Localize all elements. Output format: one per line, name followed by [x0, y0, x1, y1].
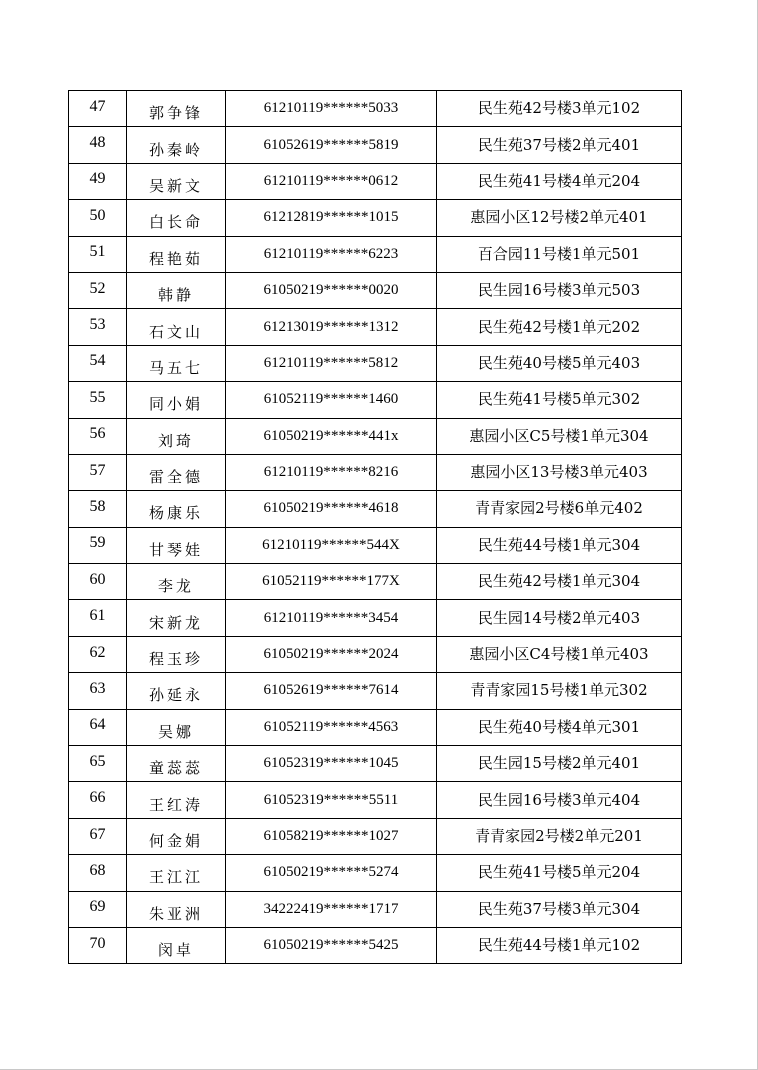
row-number: 48	[89, 134, 106, 152]
table-row	[69, 163, 682, 199]
id-number-cell	[226, 454, 437, 490]
id-number: 61050219******5425	[263, 937, 399, 954]
id-number-cell	[226, 200, 437, 236]
address: 惠园小区13号楼3单元403	[470, 463, 648, 482]
table-row	[69, 636, 682, 672]
id-number-cell	[226, 236, 437, 272]
id-number-cell	[226, 309, 437, 345]
person-name: 石文山	[148, 322, 203, 341]
table-row	[69, 673, 682, 709]
address: 民生苑40号楼4单元301	[477, 717, 641, 736]
person-name: 何金娟	[148, 832, 203, 850]
person-name: 白长命	[148, 213, 203, 232]
person-name-cell	[127, 163, 226, 199]
address-cell	[437, 200, 682, 236]
address-cell	[437, 91, 682, 127]
id-number-cell	[226, 855, 437, 891]
person-name-cell	[127, 382, 226, 418]
id-number-cell	[226, 927, 437, 963]
row-number-cell	[69, 891, 127, 927]
person-name-cell	[127, 200, 226, 236]
person-name-cell	[127, 673, 226, 709]
person-name: 宋新龙	[148, 613, 203, 632]
row-number-cell	[69, 818, 127, 854]
address: 民生苑37号楼3单元304	[477, 899, 641, 918]
row-number: 57	[89, 461, 106, 479]
person-name-cell	[127, 636, 226, 672]
row-number-cell	[69, 91, 127, 127]
person-name: 杨康乐	[148, 504, 203, 523]
person-name: 甘琴娃	[148, 540, 203, 559]
table-row	[69, 527, 682, 563]
person-name: 马五七	[148, 358, 203, 377]
row-number-cell	[69, 200, 127, 236]
row-number: 49	[89, 170, 106, 188]
address: 百合园11号楼1单元501	[477, 244, 641, 263]
id-number-cell	[226, 418, 437, 454]
table-row	[69, 127, 682, 163]
id-number: 61210119******6223	[263, 245, 399, 262]
person-name-cell	[127, 236, 226, 272]
person-name-cell	[127, 418, 226, 454]
address: 青青家园15号楼1单元302	[470, 681, 648, 700]
id-number: 61052319******1045	[263, 755, 399, 772]
table-row	[69, 236, 682, 272]
id-number: 61052319******5511	[263, 791, 399, 808]
person-name-cell	[127, 309, 226, 345]
id-number: 61210119******0612	[263, 172, 399, 189]
row-number-cell	[69, 163, 127, 199]
row-number: 70	[89, 934, 106, 952]
row-number-cell	[69, 272, 127, 308]
person-name: 刘琦	[157, 431, 194, 450]
row-number-cell	[69, 345, 127, 381]
address-cell	[437, 454, 682, 490]
address-cell	[437, 163, 682, 199]
row-number: 64	[89, 716, 106, 734]
table-row	[69, 564, 682, 600]
table-row	[69, 782, 682, 818]
address-cell	[437, 891, 682, 927]
id-number: 61050219******5274	[263, 864, 399, 881]
person-name: 韩静	[157, 286, 194, 305]
row-number: 58	[89, 497, 106, 515]
address: 民生苑44号楼1单元304	[477, 535, 641, 554]
row-number-cell	[69, 564, 127, 600]
person-name: 王江江	[148, 868, 203, 887]
person-name-cell	[127, 746, 226, 782]
person-name-cell	[127, 564, 226, 600]
address-cell	[437, 782, 682, 818]
person-name: 朱亚洲	[148, 904, 203, 923]
address-cell	[437, 236, 682, 272]
row-number-cell	[69, 527, 127, 563]
row-number: 55	[89, 388, 106, 406]
row-number: 65	[89, 752, 106, 770]
address: 青青家园2号楼2单元201	[475, 827, 643, 845]
id-number-cell	[226, 564, 437, 600]
id-number: 61210119******8216	[263, 464, 399, 481]
row-number-cell	[69, 927, 127, 963]
row-number-cell	[69, 309, 127, 345]
person-name-cell	[127, 855, 226, 891]
address: 民生园14号楼2单元403	[477, 608, 641, 627]
row-number-cell	[69, 709, 127, 745]
address-cell	[437, 600, 682, 636]
id-number: 61050219******0020	[263, 282, 399, 299]
person-name-cell	[127, 345, 226, 381]
row-number-cell	[69, 673, 127, 709]
id-number: 61050219******2024	[263, 646, 399, 663]
row-number: 68	[89, 861, 106, 879]
id-number: 61052619******5819	[263, 136, 399, 153]
person-name: 程玉珍	[148, 650, 203, 669]
row-number-cell	[69, 454, 127, 490]
table-row	[69, 746, 682, 782]
row-number-cell	[69, 636, 127, 672]
row-number-cell	[69, 127, 127, 163]
table-row	[69, 345, 682, 381]
row-number-cell	[69, 855, 127, 891]
person-name-cell	[127, 927, 226, 963]
id-number: 61052619******7614	[263, 682, 399, 699]
id-number-cell	[226, 163, 437, 199]
row-number-cell	[69, 746, 127, 782]
address-cell	[437, 673, 682, 709]
address-cell	[437, 272, 682, 308]
id-number: 61210119******5812	[263, 354, 399, 371]
address-cell	[437, 564, 682, 600]
table-row	[69, 891, 682, 927]
address-cell	[437, 382, 682, 418]
person-name-cell	[127, 127, 226, 163]
row-number-cell	[69, 782, 127, 818]
id-number: 61050219******4618	[263, 500, 399, 517]
person-name-cell	[127, 782, 226, 818]
row-number: 59	[89, 534, 106, 552]
id-number-cell	[226, 91, 437, 127]
table-row	[69, 600, 682, 636]
row-number: 67	[89, 825, 106, 843]
table-row	[69, 418, 682, 454]
person-name: 孙延永	[148, 686, 203, 705]
address: 民生苑42号楼3单元102	[477, 99, 641, 118]
row-number: 63	[89, 679, 106, 697]
id-number: 61052119******4563	[263, 718, 399, 735]
table-row	[69, 91, 682, 127]
row-number-cell	[69, 491, 127, 527]
id-number-cell	[226, 382, 437, 418]
person-name: 雷全德	[148, 468, 203, 487]
person-name: 吴新文	[148, 176, 203, 195]
table-row	[69, 709, 682, 745]
address: 民生苑41号楼5单元204	[477, 863, 641, 882]
address-cell	[437, 127, 682, 163]
table-row	[69, 855, 682, 891]
id-number: 61058219******1027	[263, 828, 399, 844]
address: 惠园小区C5号楼1单元304	[469, 426, 649, 445]
table-row	[69, 309, 682, 345]
address: 民生苑41号楼4单元204	[477, 171, 641, 190]
table-row	[69, 200, 682, 236]
id-number: 61052119******177X	[262, 573, 400, 590]
address-cell	[437, 709, 682, 745]
row-number: 53	[89, 316, 106, 334]
id-number: 61210119******3454	[263, 609, 399, 626]
row-number: 69	[89, 898, 106, 916]
address: 民生苑40号楼5单元403	[477, 353, 641, 372]
id-number: 61052119******1460	[263, 391, 399, 408]
table-row	[69, 382, 682, 418]
row-number: 47	[89, 97, 106, 115]
address-cell	[437, 345, 682, 381]
address: 民生苑37号楼2单元401	[477, 135, 641, 154]
address-cell	[437, 818, 682, 854]
id-number-cell	[226, 600, 437, 636]
row-number-cell	[69, 382, 127, 418]
address-cell	[437, 636, 682, 672]
address-cell	[437, 491, 682, 527]
row-number: 51	[89, 243, 106, 261]
address-cell	[437, 309, 682, 345]
address: 民生园15号楼2单元401	[477, 754, 641, 773]
id-number-cell	[226, 746, 437, 782]
person-name: 程艳茹	[148, 249, 203, 268]
address: 民生苑42号楼1单元202	[477, 317, 641, 336]
row-number: 60	[89, 570, 106, 588]
id-number-cell	[226, 272, 437, 308]
id-number-cell	[226, 345, 437, 381]
roster-table	[68, 90, 682, 964]
table-row	[69, 454, 682, 490]
table-row	[69, 272, 682, 308]
row-number: 54	[89, 352, 106, 370]
person-name-cell	[127, 527, 226, 563]
person-name: 李龙	[157, 577, 194, 596]
id-number-cell	[226, 709, 437, 745]
row-number: 50	[89, 206, 106, 224]
address-cell	[437, 418, 682, 454]
person-name: 闵卓	[157, 941, 194, 960]
id-number-cell	[226, 491, 437, 527]
id-number-cell	[226, 891, 437, 927]
id-number: 61210119******5033	[263, 100, 399, 117]
row-number-cell	[69, 418, 127, 454]
row-number-cell	[69, 600, 127, 636]
person-name-cell	[127, 891, 226, 927]
person-name-cell	[127, 709, 226, 745]
roster-table-body	[69, 91, 682, 964]
address: 惠园小区12号楼2单元401	[470, 208, 648, 227]
person-name: 孙秦岭	[148, 140, 203, 159]
id-number-cell	[226, 673, 437, 709]
address-cell	[437, 927, 682, 963]
person-name-cell	[127, 818, 226, 854]
person-name: 童蕊蕊	[148, 759, 203, 778]
id-number: 61212819******1015	[263, 209, 399, 226]
address: 民生苑41号楼5单元302	[477, 390, 641, 409]
row-number-cell	[69, 236, 127, 272]
person-name-cell	[127, 454, 226, 490]
address: 民生苑42号楼1单元304	[477, 572, 641, 591]
row-number: 66	[89, 789, 106, 807]
table-row	[69, 818, 682, 854]
address: 民生苑44号楼1单元102	[477, 936, 641, 955]
id-number-cell	[226, 818, 437, 854]
id-number-cell	[226, 527, 437, 563]
id-number-cell	[226, 782, 437, 818]
address: 民生园16号楼3单元404	[477, 790, 641, 809]
person-name-cell	[127, 91, 226, 127]
person-name: 同小娟	[148, 395, 203, 414]
address: 惠园小区C4号楼1单元403	[469, 645, 649, 664]
table-row	[69, 491, 682, 527]
row-number: 62	[89, 643, 106, 661]
id-number: 61050219******441x	[263, 427, 399, 444]
row-number: 61	[89, 607, 106, 625]
person-name: 吴娜	[157, 722, 194, 741]
address: 民生园16号楼3单元503	[477, 281, 641, 300]
person-name: 王红涛	[148, 795, 203, 814]
person-name-cell	[127, 272, 226, 308]
person-name: 郭争锋	[148, 104, 203, 123]
row-number: 52	[89, 279, 106, 297]
id-number: 34222419******1717	[263, 900, 399, 917]
id-number: 61213019******1312	[263, 318, 399, 335]
id-number-cell	[226, 127, 437, 163]
address-cell	[437, 527, 682, 563]
id-number: 61210119******544X	[262, 536, 400, 553]
address-cell	[437, 855, 682, 891]
table-row	[69, 927, 682, 963]
id-number-cell	[226, 636, 437, 672]
person-name-cell	[127, 491, 226, 527]
person-name-cell	[127, 600, 226, 636]
address-cell	[437, 746, 682, 782]
address: 青青家园2号楼6单元402	[475, 499, 643, 518]
row-number: 56	[89, 425, 106, 443]
